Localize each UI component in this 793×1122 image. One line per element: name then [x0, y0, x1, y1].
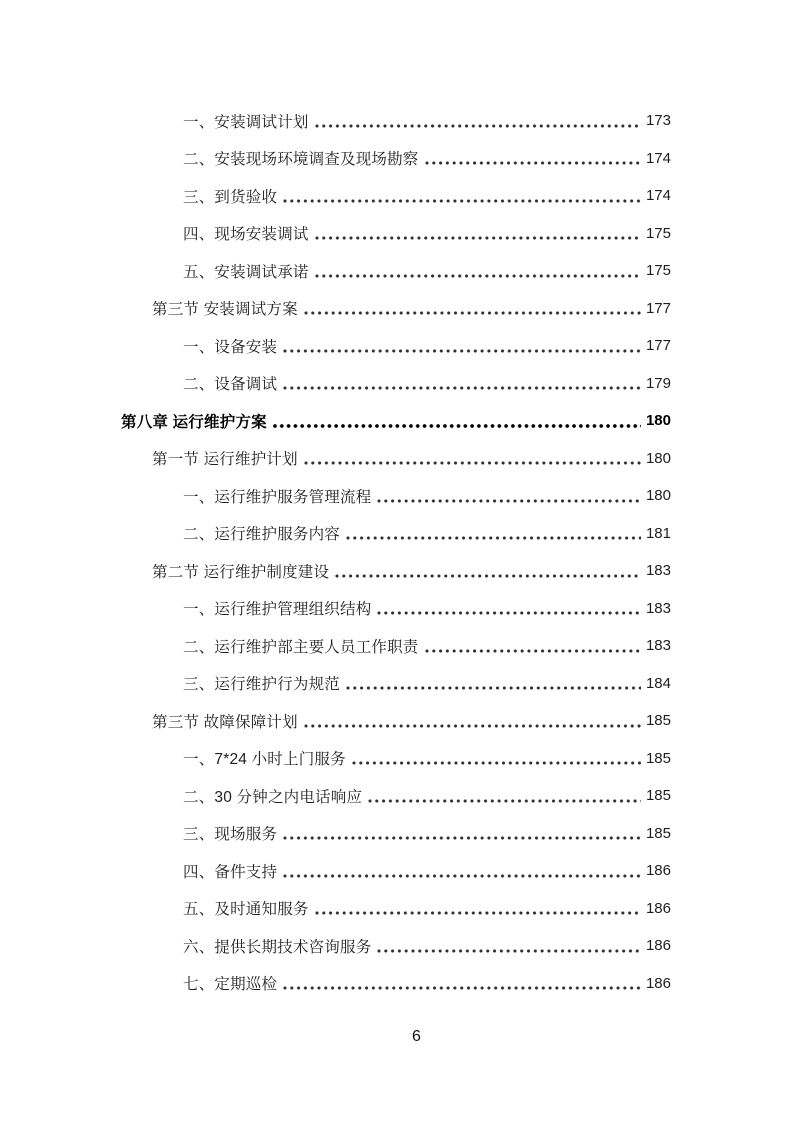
toc-entry[interactable]	[0, 965, 671, 1003]
toc-entry-page-number: 183	[645, 562, 671, 580]
dot-leader	[315, 911, 641, 915]
dot-leader	[377, 611, 641, 615]
toc-entry[interactable]	[0, 777, 671, 815]
toc-entry[interactable]	[0, 215, 671, 253]
toc-entry-title: 一、7*24 小时上门服务	[183, 751, 346, 769]
dot-leader	[425, 161, 641, 165]
toc-entry-page-number: 183	[645, 599, 671, 617]
toc-entry-page-number: 180	[645, 487, 671, 505]
toc-entry-page-number: 173	[645, 112, 671, 130]
toc-entry-page-number: 186	[645, 974, 671, 992]
toc-entry[interactable]	[0, 515, 671, 553]
toc-entry[interactable]	[0, 402, 671, 440]
toc-entry-title: 三、运行维护行为规范	[183, 676, 341, 694]
toc-entry[interactable]	[0, 590, 671, 628]
toc-entry-title: 三、现场服务	[183, 826, 278, 844]
dot-leader	[304, 311, 641, 315]
toc-entry-title: 第三节 安装调试方案	[152, 301, 298, 319]
footer-page-number: 6	[412, 1028, 421, 1045]
toc-entry-page-number: 174	[645, 187, 671, 205]
dot-leader	[377, 949, 641, 953]
toc-entry-title: 五、及时通知服务	[183, 901, 309, 919]
toc-entry-title: 二、安装现场环境调查及现场勘察	[183, 151, 419, 169]
dot-leader	[273, 424, 641, 428]
toc-entry[interactable]	[0, 252, 671, 290]
toc-entry[interactable]	[0, 365, 671, 403]
toc-entry-title: 二、设备调试	[183, 376, 278, 394]
toc-entry[interactable]	[0, 440, 671, 478]
toc-entry-title: 一、设备安装	[183, 338, 278, 356]
toc-entry[interactable]	[0, 852, 671, 890]
toc-entry-title: 第一节 运行维护计划	[152, 451, 298, 469]
dot-leader	[346, 686, 641, 690]
toc-entry[interactable]	[0, 327, 671, 365]
toc-entry-page-number: 175	[645, 262, 671, 280]
toc-entry-title: 五、安装调试承诺	[183, 263, 309, 281]
dot-leader	[425, 649, 641, 653]
toc-entry-title: 第八章 运行维护方案	[121, 413, 267, 431]
toc-entry-title: 二、运行维护服务内容	[183, 526, 341, 544]
toc-entry-title: 四、现场安装调试	[183, 226, 309, 244]
dot-leader	[352, 761, 641, 765]
toc-entry-title: 二、30 分钟之内电话响应	[183, 788, 363, 806]
dot-leader	[304, 724, 641, 728]
toc-entry-page-number: 179	[645, 374, 671, 392]
toc-entry-page-number: 186	[645, 862, 671, 880]
dot-leader	[283, 199, 641, 203]
toc-entry-title: 四、备件支持	[183, 863, 278, 881]
toc-entry-title: 第二节 运行维护制度建设	[152, 563, 330, 581]
toc-entry-title: 七、定期巡检	[183, 976, 278, 994]
toc-entry-page-number: 185	[645, 824, 671, 842]
toc-entry[interactable]	[0, 815, 671, 853]
toc-entry-page-number: 177	[645, 337, 671, 355]
toc-entry[interactable]	[0, 552, 671, 590]
dot-leader	[283, 349, 641, 353]
toc-entry-title: 三、到货验收	[183, 188, 278, 206]
toc-entry-title: 一、运行维护管理组织结构	[183, 601, 372, 619]
toc-entry-title: 二、运行维护部主要人员工作职责	[183, 638, 419, 656]
toc-entry-page-number: 185	[645, 787, 671, 805]
toc-entry-page-number: 184	[645, 674, 671, 692]
toc-entry-page-number: 186	[645, 899, 671, 917]
dot-leader	[377, 499, 641, 503]
dot-leader	[315, 124, 641, 128]
toc-entry-title: 第三节 故障保障计划	[152, 713, 298, 731]
toc-entry-page-number: 186	[645, 937, 671, 955]
toc-entry-page-number: 177	[645, 299, 671, 317]
dot-leader	[315, 274, 641, 278]
dot-leader	[335, 574, 641, 578]
toc-entry-page-number: 183	[645, 637, 671, 655]
toc-entry[interactable]	[0, 177, 671, 215]
dot-leader	[283, 836, 641, 840]
dot-leader	[346, 536, 641, 540]
toc-entry-page-number: 180	[645, 449, 671, 467]
dot-leader	[315, 236, 641, 240]
toc-entry[interactable]	[0, 702, 671, 740]
toc-entry-page-number: 180	[645, 412, 671, 430]
dot-leader	[283, 986, 641, 990]
page-footer	[20, 1028, 793, 1046]
toc-entry-page-number: 175	[645, 224, 671, 242]
toc-entry[interactable]	[0, 627, 671, 665]
toc-entry[interactable]	[0, 290, 671, 328]
toc-entry[interactable]	[0, 927, 671, 965]
dot-leader	[368, 799, 641, 803]
toc-entry[interactable]	[0, 477, 671, 515]
toc-entry-title: 一、安装调试计划	[183, 113, 309, 131]
toc-entry-page-number: 185	[645, 749, 671, 767]
toc-entry[interactable]	[0, 665, 671, 703]
dot-leader	[283, 386, 641, 390]
toc-entry-page-number: 174	[645, 149, 671, 167]
dot-leader	[283, 874, 641, 878]
toc-entry-page-number: 185	[645, 712, 671, 730]
toc-entry-title: 六、提供长期技术咨询服务	[183, 938, 372, 956]
toc-entry-title: 一、运行维护服务管理流程	[183, 488, 372, 506]
dot-leader	[304, 461, 641, 465]
toc-entry[interactable]	[0, 102, 671, 140]
toc-entry[interactable]	[0, 140, 671, 178]
toc-entry[interactable]	[0, 740, 671, 778]
toc-entry-page-number: 181	[645, 524, 671, 542]
toc-entry[interactable]	[0, 890, 671, 928]
